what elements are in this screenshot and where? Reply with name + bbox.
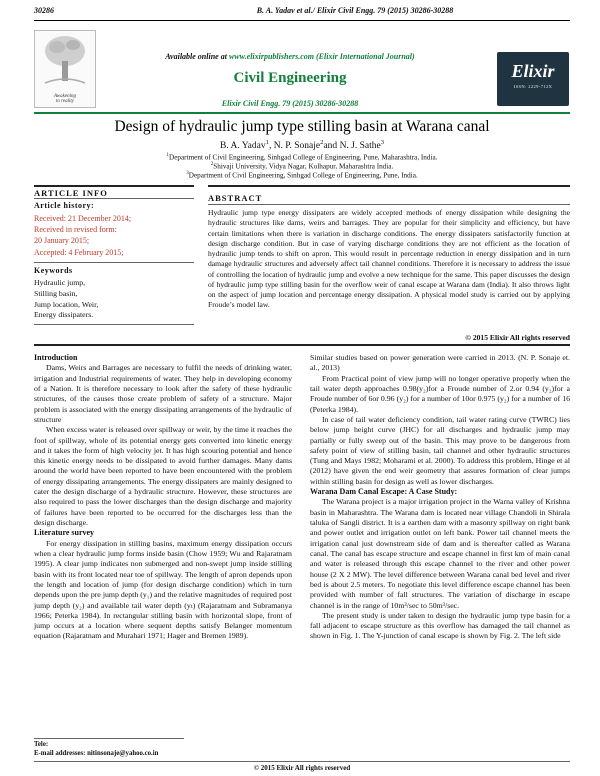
date-line: Received in revised form:: [34, 225, 117, 235]
abstract-heading: ABSTRACT: [208, 193, 263, 203]
page-number: 30286: [34, 6, 54, 15]
article-history-heading: Article history:: [34, 201, 95, 210]
author-sup: 1: [265, 139, 269, 146]
body-paragraph: In case of tail water deficiency condition, tail water rating curve (TWRC) lies below jump height curve (JHC) for all discharges and hydraulic jump may partially or fully sweep out of the basin. This may prove to be dangerous from safety point of view of stilling basin, tail channel and other hydraulic structures (Tung and Mays 1982; Moharami et al. 2000). To address this problem, Hinge et al (2012) have given the end weir geometry that assures formation of clear jumps within stilling basin for design as well as lower discharges.: [310, 414, 570, 486]
author-sup: 2: [320, 139, 324, 146]
keyword: Energy dissipaters.: [34, 310, 94, 320]
abstract-rule: [208, 185, 570, 187]
keywords-heading: Keywords: [34, 266, 73, 275]
available-online-line: [100, 52, 480, 61]
paper-title: Design of hydraulic jump type stilling basin at Warana canal: [114, 118, 490, 135]
article-info-heading: ARTICLE INFO: [34, 188, 108, 198]
body-left-column: [34, 353, 292, 642]
journal-series: (Elixir International Journal): [316, 52, 415, 61]
section-heading-literature: Literature survey: [34, 528, 95, 538]
author-list: B. A. Yadav$^1$, N. P. Sonaje$^2$and N. J. Sathe$^3$: [219, 139, 385, 152]
banner-divider: [34, 112, 570, 114]
affiliation: [34, 171, 570, 179]
body-paragraph: The Warana project is a major irrigation project in the Warna valley of Krishna basin in Maharashtra. The Warana dam is located near village Chandoli in Shirala taluka of Sangli district. It is a earthen dam with a masonry spillway on right bank and power outlet and irrigation outlet on left bank. Power tail channel meets the irrigation canal just downstream side of dam and is thereafter called as Warana canal. The canal has escape structure and escape channel in first km of main canal and water is released through this escape channel to the river and other power house (2 X 2 MW). The level difference between Warana canal bed level and river bed is about 2.5 meters. To negotiate this level difference escape channel has been provided with number of fall structures. The variation of discharge in escape channel is in the range of 10m³/sec to 50m³/sec.: [310, 497, 570, 610]
front-matter-bottom-rule: [34, 344, 570, 346]
footnote-tele: Tele:: [34, 741, 49, 748]
abstract-copyright: © 2015 Elixir All rights reserved: [465, 333, 570, 342]
footer-rule: [34, 761, 570, 762]
affiliation-text: Shivaji University, Vidya Nagar, Kolhapur, Maharashtra India.: [213, 162, 394, 171]
footnote-email: E-mail addresses: nitinsonaje@yahoo.co.in: [34, 750, 159, 757]
affiliation-sup: 2: [210, 162, 214, 167]
abstract-text: Hydraulic jump type energy dissipaters are widely accepted methods of energy dissipation while designing the hydraulic structures like dams, weirs and barrages. They are popular for their simplicity and efficiency, but have certain limitations when there is variation in discharge conditions. The energy dissipaters satisfactorily function at design discharge condition. But in case of varying discharge conditions they are not efficient as the location of hydraulic jump tends to shift on apron. This would result in percentage reduction in energy dissipation and in turn damage hydraulic structures and adversely affect tail channel conditions. Therefore it is necessary to address the issue of controlling the location of hydraulic jump and evolve a new technique for the same. This paper discusses the design of hydraulic jump type stilling basin for the overflow weir of canal escape at Warana dam (India). It also throws light on the aspect of jump location and percentage energy dissipation. A physical model study is carried out by applying Froude’s model law.: [208, 208, 570, 310]
running-head: B. A. Yadav et al./ Elixir Civil Engg. 79 (2015) 30286-30288: [256, 6, 454, 15]
keywords-rule: [34, 262, 194, 263]
author-name: B. A. Yadav: [219, 141, 266, 152]
journal-citation: Elixir Civil Engg. 79 (2015) 30286-30288: [221, 99, 359, 108]
body-paragraph: When excess water is released over spillway or weir, by the time it reaches the foot of spillway, whole of its potential energy gets converted into kinetic energy and it takes the form of high velocity jet. It has high scouring potential and hence this kinetic energy needs to be dissipated to avoid further damages. Many dams around the world have been reported to have been encountered with the problem of energy dissipating arrangements. The energy dissipaters are mainly designed to cater the design discharge of a hydraulic structure. However, these structures are also required to pass the lower discharges than the design discharge and majority of failures have been reported to be occurred for the discharges less than the design discharge.: [34, 425, 292, 527]
author-name: N. J. Sathe: [339, 141, 381, 152]
article-info-bottom-rule: [34, 324, 194, 325]
left-logo-caption-line2: to reality: [55, 99, 74, 105]
affiliation: [34, 162, 570, 170]
affiliation-sup: 1: [166, 153, 170, 158]
affiliation-sup: 3: [186, 171, 189, 176]
author-sup: 3: [380, 139, 385, 146]
header-divider: [34, 20, 570, 21]
body-paragraph: The present study is under taken to design the hydraulic jump type basin for a fall adjacent to escape structure as this overflow has damaged the tail channel as shown in Fig. 1. The Y-junction of canal escape is shown by Fig. 2. The left side: [310, 610, 570, 641]
date-line: Received: 21 December 2014;: [34, 214, 132, 223]
footer-copyright: © 2015 Elixir All rights reserved: [253, 764, 351, 772]
publisher-url-link[interactable]: www.elixirpublishers.com: [228, 52, 314, 61]
article-info-rule: [34, 185, 194, 187]
date-line: 20 January 2015;: [34, 236, 90, 246]
journal-name: Civil Engineering: [233, 70, 347, 86]
left-logo-caption-line1: Awakening: [54, 93, 76, 99]
body-paragraph: Dams, Weirs and Barrages are necessary to fulfil the needs of drinking water, irrigation and Industrial requirements of water. They help in developing economy of a Nation. It is therefore necessary to look after the safety of these hydraulic structures, of the causes those create problem of safety of a structure. Major problem is associated with the energy dissipating arrangements of the hydraulic of structure: [34, 363, 292, 424]
footnote-rule: [34, 738, 184, 739]
article-dates: [34, 213, 194, 258]
body-paragraph: Similar studies based on power generation were carried in 2013. (N. P. Sonaje et. al., 2013): [310, 353, 570, 373]
keyword-list: [34, 278, 184, 321]
available-online-prefix: Available online at: [165, 52, 227, 61]
body-right-column: [310, 353, 570, 642]
section-heading-case-study: Warana Dam Canal Escape: A Case Study:: [310, 487, 458, 497]
author-name: N. P. Sonaje: [273, 141, 321, 152]
elixir-logo: [497, 52, 569, 106]
section-heading-introduction: Introduction: [34, 353, 78, 362]
keyword: Hydraulic jump,: [34, 278, 86, 287]
elixir-logo-issn: ISSN: 2229-712X: [513, 84, 553, 89]
affiliation: [34, 153, 570, 161]
abstract-rule-thin: [208, 204, 570, 205]
journal-left-logo: [34, 30, 96, 108]
elixir-logo-word: Elixir: [511, 61, 555, 81]
tree-illustration-icon: [35, 31, 95, 87]
body-paragraph: For energy dissipation in stilling basins, maximum energy dissipation occurs when a clear hydraulic jump forms inside basin (Chow 1959; Wu and Rajaratnam 1995). A clear jump indicates non submerged and non-swept jump inside stilling basin with its front located near toe of spillway. The length of apron depends upon the length and location of jump (for design discharge condition) which in turn depends upon the pre jump depth (y₁) and the relative magnitudes of required post jump depth (y₂) and available tail water depth (yₜ) (Rajaratnam and Subramanya 1966; Peterka 1984). In rectangular stilling basin with horizontal slope, front of jump occurs at a location where sequent depths satisfy Belanger momentum equation (Rajaratnam and Murahari 1971; Hager and Bremen 1989).: [34, 538, 292, 641]
article-info-rule-thin: [34, 198, 194, 199]
date-line: Accepted: 4 February 2015;: [34, 247, 124, 257]
body-paragraph: From Practical point of view jump will no longer operative properly when the tail water depth approaches 0.98(y₂)for a Froude number of 2.or 0.94 (y₂)for a Froude number of 6or 0.96 (y₂) for a number of 10or 0.975 (y₂) for a number of 16 (Peterka 1984).: [310, 373, 570, 414]
affiliation-text: Department of Civil Engineering, Sinhgad College of Engineering, Pune, India.: [188, 171, 418, 180]
affiliation-text: Department of Civil Engineering, Sinhgad College of Engineering, Pune, Maharashtra, India.: [169, 153, 438, 162]
keyword: Stilling basin,: [34, 288, 78, 298]
keyword: Jump location, Weir,: [34, 299, 99, 309]
